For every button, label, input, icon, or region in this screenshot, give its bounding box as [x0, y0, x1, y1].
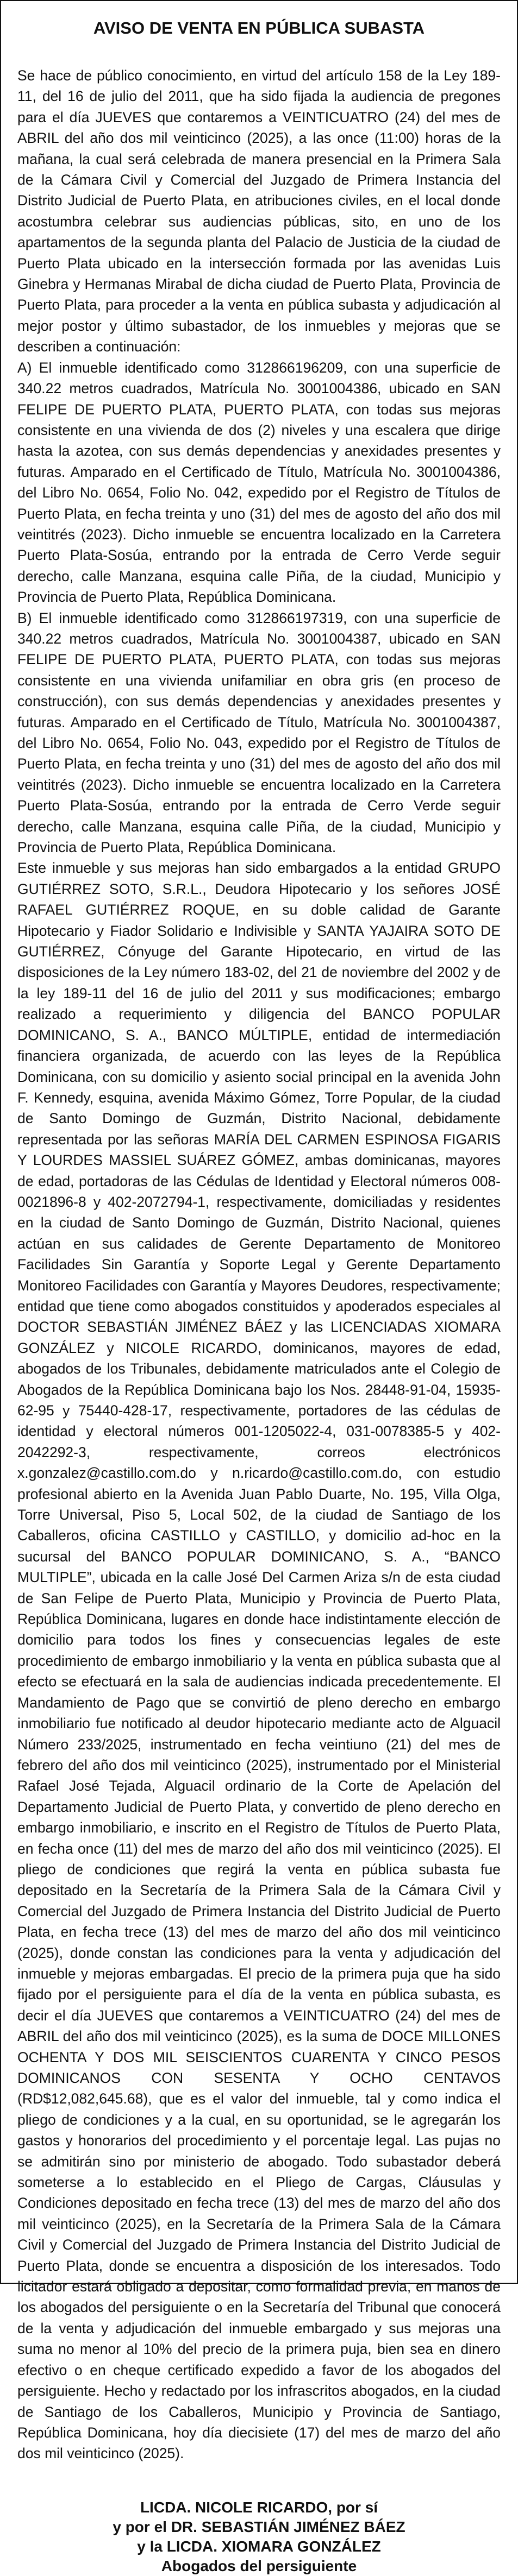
embargo-details-paragraph: Este inmueble y sus mejoras han sido embargados a la entidad GRUPO GUTIÉRREZ SOTO, S.R.L., Deudora Hipotecario y los señores JOSÉ RAFAEL GUTIÉRREZ ROQUE, en su doble calidad de Garante Hipotecario y Fiador Solidario e Indivisible y SANTA YAJAIRA SOTO DE GUTIÉRREZ, Cónyuge del Garante Hipotecario, en virtud de las disposiciones de la Ley número 183-02, del 21 de noviembre del 2002 y de la ley 189-11 del 16 de julio del 2011 y sus modificaciones; embargo realizado a requerimiento y diligencia del BANCO POPULAR DOMINICANO, S. A., BANCO MÚLTIPLE, entidad de intermediación financiera organizada, de acuerdo con las leyes de la República Dominicana, con su domicilio y asiento social principal en la avenida John F. Kennedy, esquina, avenida Máximo Gómez, Torre Popular, de la ciudad de Santo Domingo de Guzmán, Distrito Nacional, debidamente representada por las señoras MARÍA DEL CARMEN ESPINOSA FIGARIS Y LOURDES MASSIEL SUÁREZ GÓMEZ, ambas dominicanas, mayores de edad, portadoras de las Cédulas de Identidad y Electoral números 008-0021896-8 y 402-2072794-1, respectivamente, domiciliadas y residentes en la ciudad de Santo Domingo de Guzmán, Distrito Nacional, quienes actúan en sus calidades de Gerente Departamento de Monitoreo Facilidades Sin Garantía y Soporte Legal y Gerente Departamento Monitoreo Facilidades con Garantía y Mayores Deudores, respectivamente; entidad que tiene como abogados constituidos y apoderados especiales al DOCTOR SEBASTIÁN JIMÉNEZ BÁEZ y las LICENCIADAS XIOMARA GONZÁLEZ y NICOLE RICARDO, dominicanos, mayores de edad, abogados de los Tribunales, debidamente matriculados ante el Colegio de Abogados de la República Dominicana bajo los Nos. 28448-91-04, 15935-62-95 y 75440-428-17, respectivamente, portadores de las cédulas de identidad y electoral números 001-1205022-4, 031-0078385-5 y 402-2042292-3, respectivamente, correos electrónicos x.gonzalez@castillo.com.do y n.ricardo@castillo.com.do, con estudio profesional abierto en la Avenida Juan Pablo Duarte, No. 195, Villa Olga, Torre Universal, Piso 5, Local 502, de la ciudad de Santiago de los Caballeros, oficina CASTILLO y CASTILLO, y domicilio ad-hoc en la sucursal del BANCO POPULAR DOMINICANO, S. A., “BANCO MULTIPLE”, ubicada en la calle José Del Carmen Ariza s/n de esta ciudad de San Felipe de Puerto Plata, Municipio y Provincia de Puerto Plata, República Dominicana, lugares en donde hace indistintamente elección de domicilio para todos los fines y consecuencias legales de este procedimiento de embargo inmobiliario y la venta en pública subasta que al efecto se efectuará en la sala de audiencias indicada precedentemente. El Mandamiento de Pago que se convirtió de pleno derecho en embargo inmobiliario fue notificado al deudor hipotecario mediante acto de Alguacil Número 233/2025, instrumentado en fecha veintiuno (21) del mes de febrero del año dos mil veinticinco (2025), instrumentado por el Ministerial Rafael José Tejada, Alguacil ordinario de la Corte de Apelación del Departamento Judicial de Puerto Plata, y convertido de pleno derecho en embargo inmobiliario, e inscrito en el Registro de Títulos de Puerto Plata, en fecha once (11) del mes de marzo del año dos mil veinticinco (2025). El pliego de condiciones que regirá la venta en pública subasta fue depositado en la Secretaría de la Primera Sala de la Cámara Civil y Comercial del Juzgado de Primera Instancia del Distrito Judicial de Puerto Plata, en fecha trece (13) del mes de marzo del año dos mil veinticinco (2025), donde constan las condiciones para la venta y adjudicación del inmueble y mejoras embargadas. El precio de la primera puja que ha sido fijado por el persiguiente para el día de la venta en pública subasta, es decir el día JUEVES que contaremos a VEINTICUATRO (24) del mes de ABRIL del año dos mil veinticinco (2025), es la suma de DOCE MILLONES OCHENTA Y DOS MIL SEISCIENTOS CUARENTA Y CINCO PESOS DOMINICANOS CON SESENTA Y OCHO CENTAVOS (RD$12,082,645.68), que es el valor del inmueble, tal y como indica el pliego de condiciones y a la cual, en su oportunidad, se le agregarán los gastos y honorarios del procedimiento y el porcentaje legal. Las pujas no se admitirán sino por ministerio de abogado. Todo subastador deberá someterse a lo establecido en el Pliego de Cargas, Cláusulas y Condiciones depositado en fecha trece (13) del mes de marzo del año dos mil veinticinco (2025), en la Secretaría de la Primera Sala de la Cámara Civil y Comercial del Juzgado de Primera Instancia del Distrito Judicial de Puerto Plata, donde se encuentra a disposición de los interesados. Todo licitador estará obligado a depositar, como formalidad previa, en manos de los abogados del persiguiente o en la Secretaría del Tribunal que conocerá de la venta y adjudicación del inmueble embargado y sus mejoras una suma no menor al 10% del precio de la primera puja, bien sea en dinero efectivo o en cheque certificado expedido a favor de los abogados del persiguiente. Hecho y redactado por los infrascritos abogados, en la ciudad de Santiago de los Caballeros, Municipio y Provincia de Santiago, República Dominicana, hoy día diecisiete (17) del mes de marzo del año dos mil veinticinco (2025).	[17, 860, 501, 2462]
notice-body	[17, 65, 501, 2464]
signature-line-1: LICDA. NICOLE RICARDO, por sí	[140, 2498, 378, 2516]
signature-line-4: Abogados del persiguiente	[161, 2557, 357, 2574]
signature-block	[17, 2498, 501, 2576]
notice-title: AVISO DE VENTA EN PÚBLICA SUBASTA	[93, 18, 425, 37]
property-b-paragraph: B) El inmueble identificado como 312866197319, con una superficie de 340.22 metros cuadrados, Matrícula No. 3001004387, ubicado en SAN FELIPE DE PUERTO PLATA, PUERTO PLATA, con todas sus mejoras consistente en una vivienda unifamiliar en obra gris (en proceso de construcción), con sus demás dependencias y anexidades presentes y futuras. Amparado en el Certificado de Título, Matrícula No. 3001004387, del Libro No. 0654, Folio No. 043, expedido por el Registro de Títulos de Puerto Plata, en fecha treinta y uno (31) del mes de agosto del año dos mil veintitrés (2023). Dicho inmueble se encuentra localizado en la Carretera Puerto Plata-Sosúa, entrando por la entrada de Cerro Verde seguir derecho, calle Manzana, esquina calle Piña, de la ciudad, Municipio y Provincia de Puerto Plata, República Dominicana.	[17, 609, 501, 856]
intro-paragraph: Se hace de público conocimiento, en virtud del artículo 158 de la Ley 189-11, del 16 de julio del 2011, que ha sido fijada la audiencia de pregones para el día JUEVES que contaremos a VEINTICUATRO (24) del mes de ABRIL del año dos mil veinticinco (2025), a las once (11:00) horas de la mañana, la cual será celebrada de manera presencial en la Primera Sala de la Cámara Civil y Comercial del Juzgado de Primera Instancia del Distrito Judicial de Puerto Plata, en atribuciones civiles, en el local donde acostumbra celebrar sus audiencias públicas, sito, en uno de los apartamentos de la segunda planta del Palacio de Justicia de la ciudad de Puerto Plata ubicado en la intersección formada por las avenidas Luis Ginebra y Hermanas Mirabal de dicha ciudad de Puerto Plata, Provincia de Puerto Plata, para proceder a la venta en pública subasta y adjudicación al mejor postor y último subastador, de los inmuebles y mejoras que se describen a continuación:	[17, 67, 501, 355]
signature-line-2: y por el DR. SEBASTIÁN JIMÉNEZ BÁEZ	[113, 2518, 405, 2535]
property-a-paragraph: A) El inmueble identificado como 312866196209, con una superficie de 340.22 metros cuadrados, Matrícula No. 3001004386, ubicado en SAN FELIPE DE PUERTO PLATA, PUERTO PLATA, con todas sus mejoras consistente en una vivienda de dos (2) niveles y una escalera que dirige hasta la azotea, con sus demás dependencias y anexidades presentes y futuras. Amparado en el Certificado de Título, Matrícula No. 3001004386, del Libro No. 0654, Folio No. 042, expedido por el Registro de Títulos de Puerto Plata, en fecha treinta y uno (31) del mes de agosto del año dos mil veintitrés (2023). Dicho inmueble se encuentra localizado en la Carretera Puerto Plata-Sosúa, entrando por la entrada de Cerro Verde seguir derecho, calle Manzana, esquina calle Piña, de la ciudad, Municipio y Provincia de Puerto Plata, República Dominicana.	[17, 359, 501, 606]
signature-line-3: y la LICDA. XIOMARA GONZÁLEZ	[137, 2537, 381, 2555]
